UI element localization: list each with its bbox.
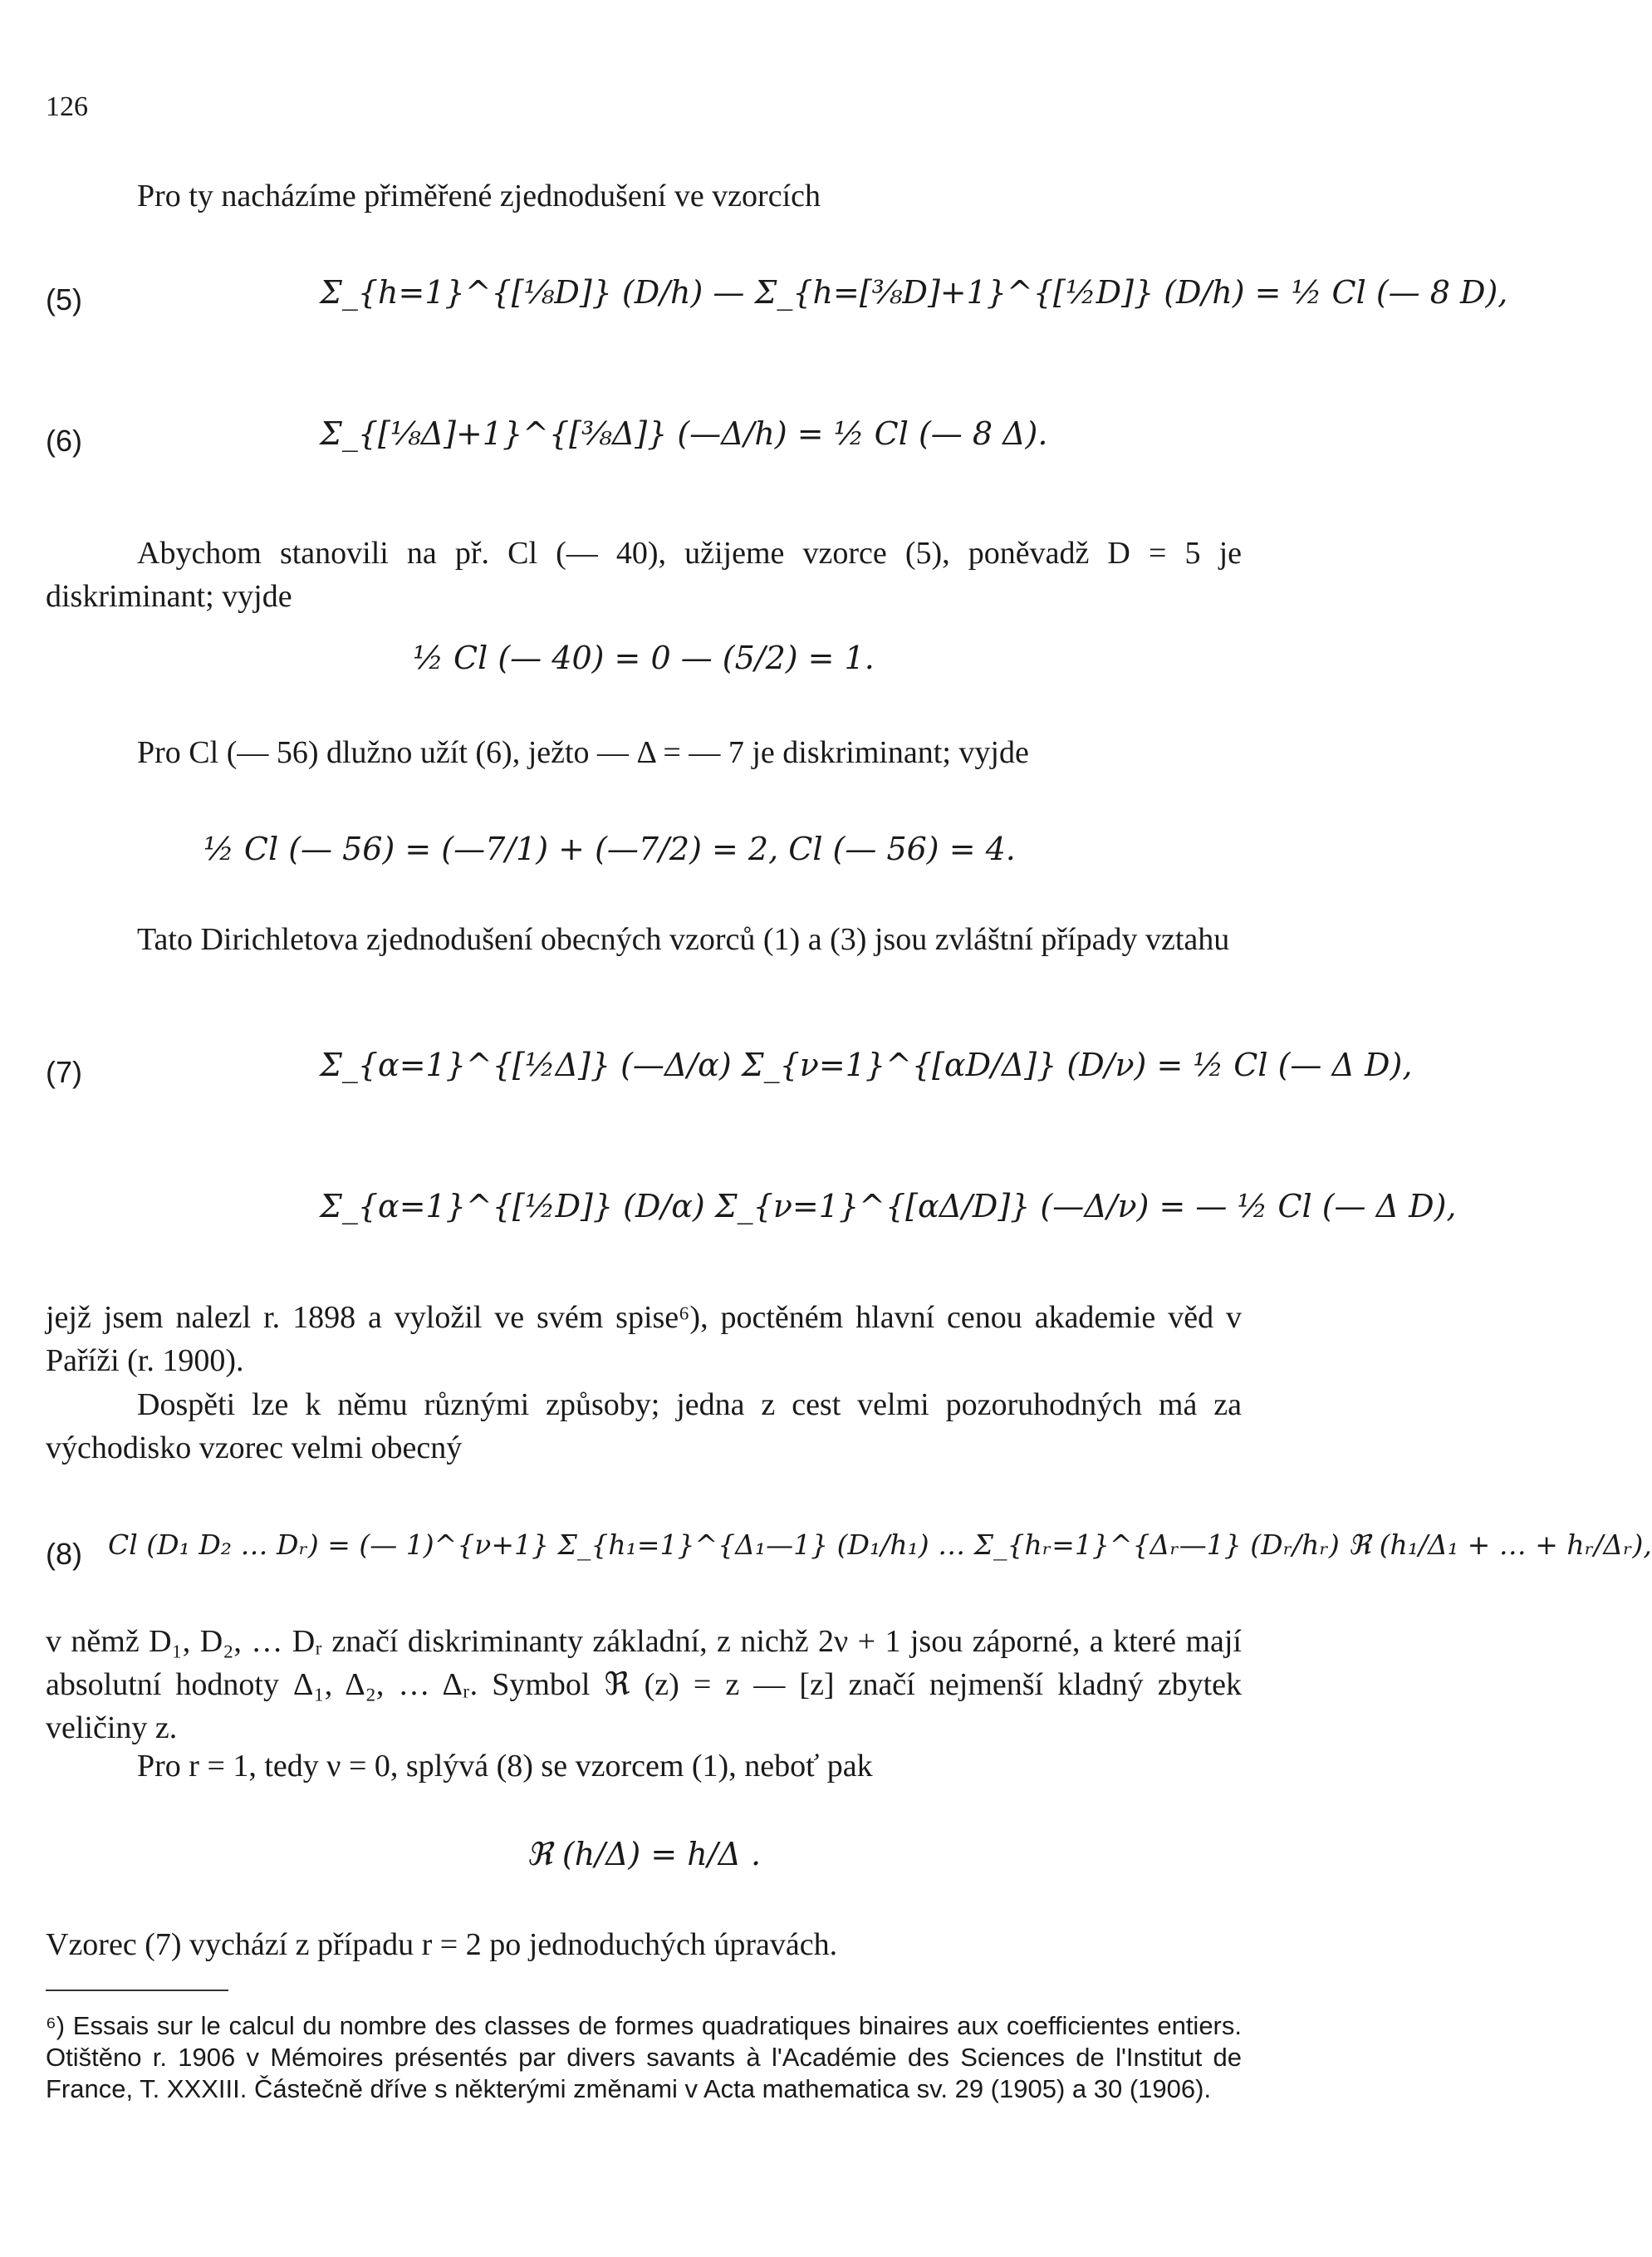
equation-body-6: Σ_{[⅛Δ]+1}^{[⅜Δ]} (—Δ/h) = ½ Cl (— 8 Δ).: [320, 415, 1048, 452]
paragraph-4: Tato Dirichletova zjednodušení obecných vzorců (1) a (3) jsou zvláštní případy vztahu: [137, 922, 1230, 957]
equation-5: [46, 249, 1508, 349]
equation-body-example-2: ½ Cl (— 56) = (—7/1) + (—7/2) = 2, Cl (— 56) = 4.: [203, 831, 1016, 867]
paragraph-8: Pro r = 1, tedy ν = 0, splývá (8) se vzorcem (1), neboť pak: [137, 1749, 873, 1784]
paragraph-3: Pro Cl (— 56) dlužno užít (6), ježto — Δ = — 7 je diskriminant; vyjde: [137, 735, 1029, 770]
equation-body-9: ℜ (h/Δ) = h/Δ .: [526, 1836, 762, 1872]
equation-example-1: [46, 615, 1242, 714]
equation-label-6: (6): [46, 424, 82, 458]
equation-body-7: Σ_{α=1}^{[½Δ]} (—Δ/α) Σ_{ν=1}^{[αD/Δ]} (D/ν) = ½ Cl (— Δ D),: [320, 1047, 1413, 1083]
equation-6: [46, 390, 1242, 490]
paragraph-9: Vzorec (7) vychází z případu r = 2 po jednoduchých úpravách.: [46, 1927, 838, 1962]
paragraph-7: v němž D₁, D₂, … Dᵣ značí diskriminanty základní, z nichž 2ν + 1 jsou záporné, a které mají absolutní hodnoty Δ₁, Δ₂, … Δᵣ. Symbol ℜ (z) = z — [z] značí nejmenší kladný zbytek veličiny z.: [46, 1624, 1242, 1745]
paragraph-2: Abychom stanovili na př. Cl (— 40), užijeme vzorce (5), poněvadž D = 5 je diskriminant; vyjde: [46, 536, 1242, 614]
equation-example-2: [46, 806, 1242, 905]
equation-body-5: Σ_{h=1}^{[⅛D]} (D/h) — Σ_{h=[⅜D]+1}^{[½D]} (D/h) = ½ Cl (— 8 D),: [320, 274, 1508, 311]
equation-body-7b: Σ_{α=1}^{[½D]} (D/α) Σ_{ν=1}^{[αΔ/D]} (—Δ/ν) = — ½ Cl (— Δ D),: [320, 1188, 1457, 1224]
equation-9: [46, 1811, 1242, 1911]
equation-7: [46, 1022, 1413, 1121]
page-number: 126: [46, 91, 88, 122]
equation-body-example-1: ½ Cl (— 40) = 0 — (5/2) = 1.: [413, 640, 875, 676]
paragraph-5: jejž jsem nalezl r. 1898 a vyložil ve svém spise⁶), poctěném hlavní cenou akademie věd v Paříži (r. 1900).: [46, 1300, 1242, 1378]
equation-label-8: (8): [46, 1537, 82, 1571]
paragraph-1: Pro ty nacházíme přiměřené zjednodušení ve vzorcích: [137, 179, 821, 213]
equation-body-8: Cl (D₁ D₂ … Dᵣ) = (— 1)^{ν+1} Σ_{h₁=1}^{Δ₁—1} (D₁/h₁) … Σ_{hᵣ=1}^{Δᵣ—1} (Dᵣ/hᵣ) ℜ (h₁/Δ₁ + … + hᵣ/Δᵣ),: [108, 1528, 1652, 1561]
equation-label-7: (7): [46, 1055, 82, 1089]
footnote-separator: [46, 1990, 228, 1991]
paragraph-6: Dospěti lze k němu různými způsoby; jedna z cest velmi pozoruhodných má za východisko vzorec velmi obecný: [46, 1387, 1242, 1465]
equation-8: [46, 1504, 1652, 1603]
equation-label-5: (5): [46, 282, 82, 316]
footnote: ⁶) Essais sur le calcul du nombre des classes de formes quadratiques binaires aux coefficientes entiers. Otištěno r. 1906 v Mémoires présentés par divers savants à l'Académie des Sciences de l'Institut de France, T. XXXIII. Částečně dříve s některými změnami v Acta mathematica sv. 29 (1905) a 30 (1906).: [46, 2011, 1242, 2103]
equation-7b: [46, 1163, 1457, 1263]
